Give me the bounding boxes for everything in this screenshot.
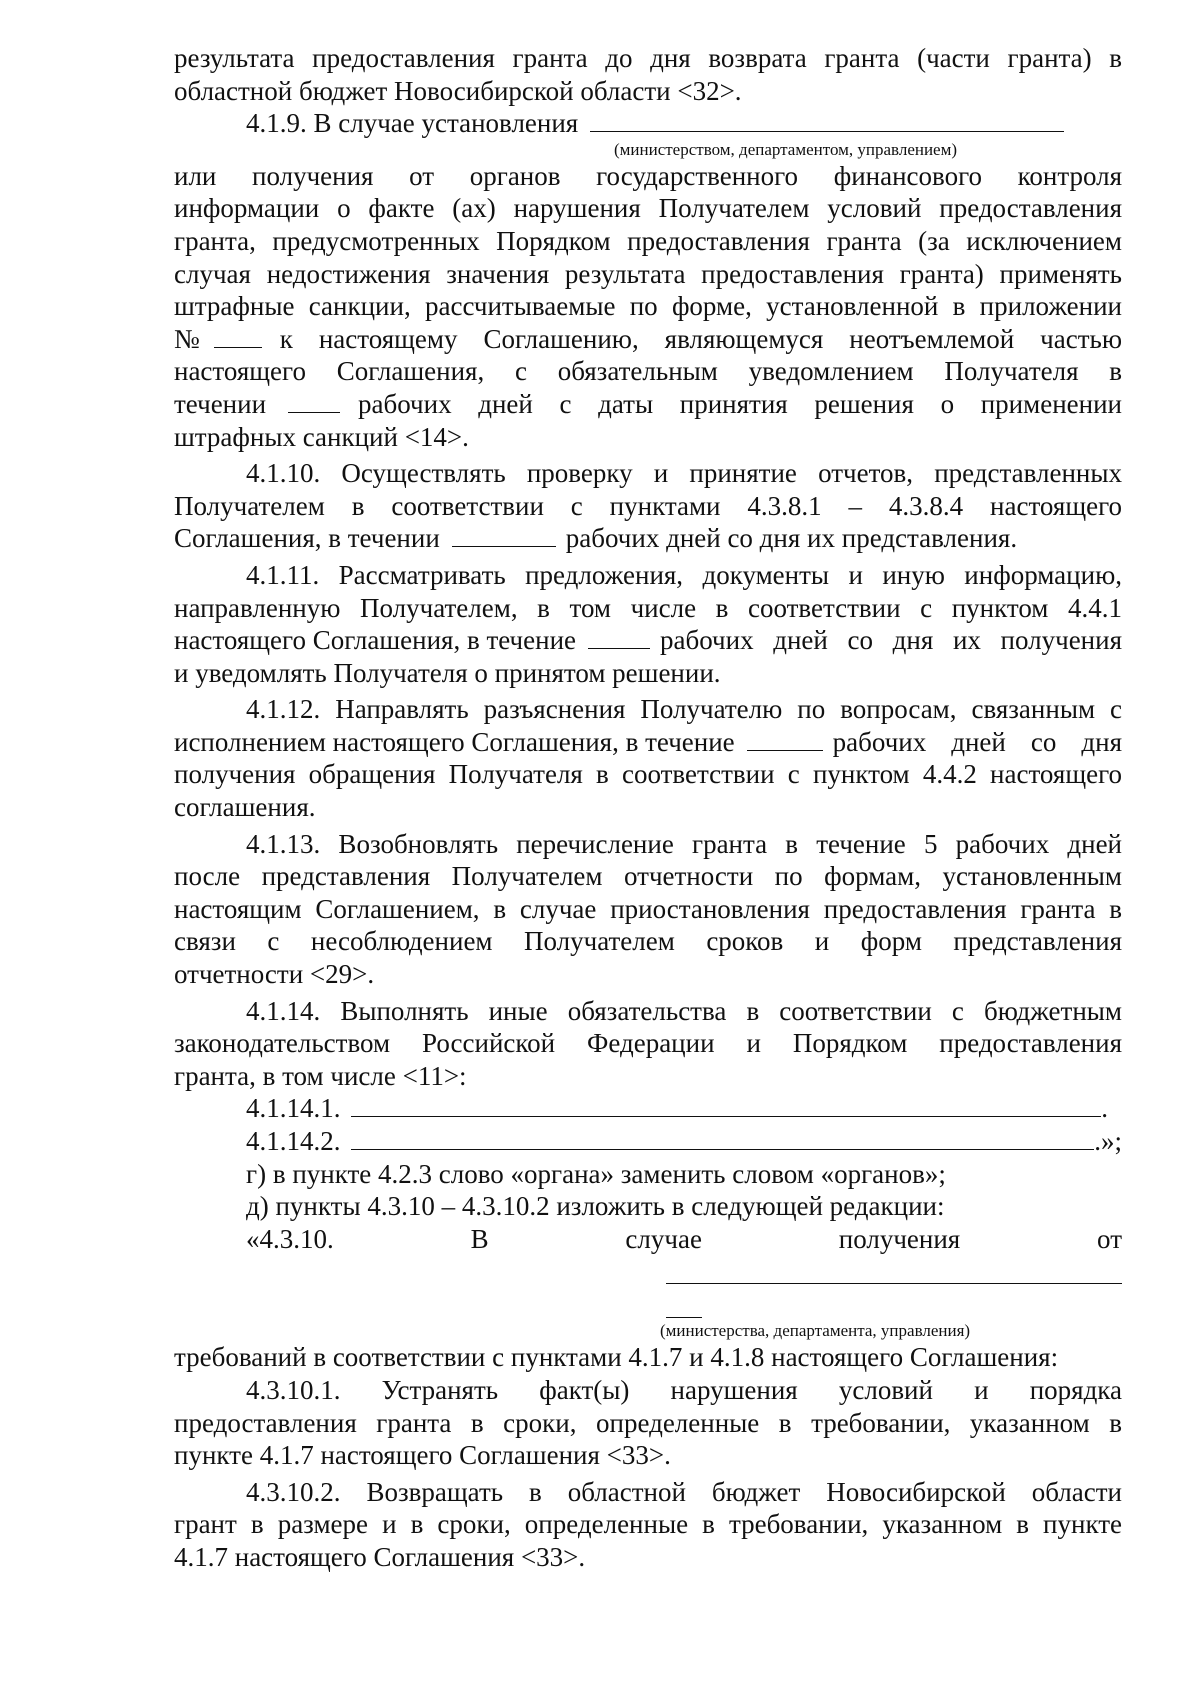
- text-line: [174, 522, 1122, 555]
- item-d: д) пункты 4.3.10 – 4.3.10.2 изложить в следующей редакции:: [246, 1191, 945, 1222]
- text-line: 4.1.14. Выполнять иные обязательства в соответствии с бюджетным: [246, 995, 1122, 1026]
- subitem-end: .: [1101, 1093, 1108, 1124]
- item-g: г) в пункте 4.2.3 слово «органа» заменить словом «органов»;: [246, 1158, 946, 1189]
- text-fragment: Соглашения, в течении: [174, 523, 440, 554]
- blank-field: [351, 1127, 1095, 1150]
- text-line: [174, 388, 1122, 421]
- text-fragment: рабочих дней со дня их получения: [660, 625, 1122, 656]
- clause-lead: 4.1.9. В случае установления: [246, 108, 579, 139]
- text-line: требований в соответствии с пунктами 4.1.7 и 4.1.8 настоящего Соглашения:: [174, 1342, 1059, 1373]
- text-fragment: рабочих дней со дня их представления.: [565, 523, 1018, 554]
- subitem-4-1-14-1: [174, 1092, 1122, 1125]
- blank-field: [666, 1295, 702, 1318]
- text-line: гранта, предусмотренных Порядком предоставления гранта (за исключением: [174, 225, 1122, 256]
- text-line: 4.1.13. Возобновлять перечисление гранта в течение 5 рабочих дней: [246, 828, 1122, 859]
- text-line: [174, 107, 1122, 140]
- field-caption: (министерства, департамента, управления): [660, 1321, 971, 1341]
- number-sign: №: [174, 323, 200, 354]
- blank-field: [351, 1094, 1102, 1117]
- blank-field-row: [174, 1289, 1122, 1323]
- document-page: [174, 42, 1122, 1574]
- text-line: грант в размере и в сроки, определенные в требовании, указанном в пункте: [174, 1509, 1122, 1540]
- text-line: штрафных санкций <14>.: [174, 421, 469, 452]
- text-line: 4.3.10.1. Устранять факт(ы) нарушения условий и порядка: [246, 1374, 1122, 1405]
- text-line: 4.1.12. Направлять разъяснения Получателю по вопросам, связанным с: [246, 694, 1122, 725]
- text-line: Получателем в соответствии с пунктами 4.3.8.1 – 4.3.8.4 настоящего: [174, 490, 1122, 521]
- blank-field: [666, 1261, 1122, 1284]
- paragraph-4-1-12: [174, 693, 1122, 823]
- text-line: 4.3.10.2. Возвращать в областной бюджет Новосибирской области: [246, 1476, 1122, 1507]
- text-fragment: исполнением настоящего Соглашения, в течение: [174, 726, 735, 757]
- text-line: законодательством Российской Федерации и Порядком предоставления: [174, 1028, 1122, 1059]
- text-line: или получения от органов государственного финансового контроля: [174, 160, 1122, 191]
- word: случае: [625, 1223, 702, 1254]
- text-line: областной бюджет Новосибирской области <32>.: [174, 75, 742, 106]
- blank-field: [214, 325, 262, 348]
- text-line: гранта, в том числе <11>:: [174, 1060, 467, 1091]
- word: В: [470, 1223, 489, 1254]
- text-line: получения обращения Получателя в соответствии с пунктом 4.4.2 настоящего: [174, 759, 1122, 790]
- paragraph-continuation: [174, 42, 1122, 107]
- text-line: [174, 323, 1122, 356]
- paragraph-4-1-10: [174, 457, 1122, 555]
- text-line: информации о факте (ах) нарушения Получателем условий предоставления: [174, 193, 1122, 224]
- word: получения: [838, 1223, 961, 1254]
- paragraph-4-1-14: [174, 995, 1122, 1158]
- text-line: и уведомлять Получателя о принятом решении.: [174, 657, 721, 688]
- blank-field: [747, 728, 823, 751]
- text-line: 4.1.7 настоящего Соглашения <33>.: [174, 1541, 586, 1572]
- paragraph-4-3-10-1: [174, 1374, 1122, 1472]
- text-line: [174, 1223, 1122, 1256]
- text-fragment: рабочих дней со дня: [832, 726, 1122, 757]
- subitem-4-1-14-2: [174, 1125, 1122, 1158]
- paragraph-4-3-10: [174, 1223, 1122, 1374]
- text-line: 4.1.10. Осуществлять проверку и принятие отчетов, представленных: [246, 458, 1122, 489]
- blank-field-row: [174, 1255, 1122, 1289]
- text-fragment: рабочих дней с даты принятия решения о применении: [358, 388, 1122, 419]
- text-line: настоящего Соглашения, с обязательным уведомлением Получателя в: [174, 356, 1122, 387]
- text-line: связи с несоблюдением Получателем сроков и форм представления: [174, 926, 1122, 957]
- subitem-label: 4.1.14.1.: [246, 1093, 341, 1124]
- text-line: [174, 624, 1122, 657]
- text-line: [174, 726, 1122, 759]
- blank-field: [452, 524, 556, 547]
- text-line: после представления Получателем отчетности по формам, установленным: [174, 861, 1122, 892]
- subitem-end: .»;: [1094, 1126, 1122, 1156]
- blank-field: [590, 109, 1064, 132]
- text-line: случая недостижения значения результата предоставления гранта) применять: [174, 258, 1122, 289]
- field-caption: (министерством, департаментом, управлением): [614, 139, 958, 159]
- text-line: направленную Получателем, в том числе в соответствии с пунктом 4.4.1: [174, 592, 1122, 623]
- text-fragment: течении: [174, 388, 267, 419]
- text-line: соглашения.: [174, 792, 316, 823]
- paragraph-4-3-10-2: [174, 1476, 1122, 1574]
- text-fragment: к настоящему Соглашению, являющемуся неотъемлемой частью: [279, 323, 1122, 354]
- text-fragment: настоящего Соглашения, в течение: [174, 625, 577, 656]
- text-line: пункте 4.1.7 настоящего Соглашения <33>.: [174, 1440, 671, 1471]
- blank-field: [288, 390, 340, 413]
- text-line: настоящим Соглашением, в случае приостановления предоставления гранта в: [174, 893, 1122, 924]
- text-line: 4.1.11. Рассматривать предложения, документы и иную информацию,: [246, 559, 1122, 590]
- paragraph-4-1-11: [174, 559, 1122, 689]
- subitem-label: 4.1.14.2.: [246, 1126, 341, 1156]
- text-line: предоставления гранта в сроки, определенные в требовании, указанном в: [174, 1407, 1122, 1438]
- blank-field: [588, 626, 650, 649]
- text-line: результата предоставления гранта до дня возврата гранта (части гранта) в: [174, 43, 1122, 73]
- paragraph-4-1-9: [174, 107, 1122, 453]
- word: «4.3.10.: [246, 1223, 334, 1254]
- text-line: штрафные санкции, рассчитываемые по форме, установленной в приложении: [174, 291, 1122, 322]
- word: от: [1097, 1223, 1122, 1254]
- paragraph-4-1-13: [174, 828, 1122, 991]
- text-line: отчетности <29>.: [174, 959, 375, 990]
